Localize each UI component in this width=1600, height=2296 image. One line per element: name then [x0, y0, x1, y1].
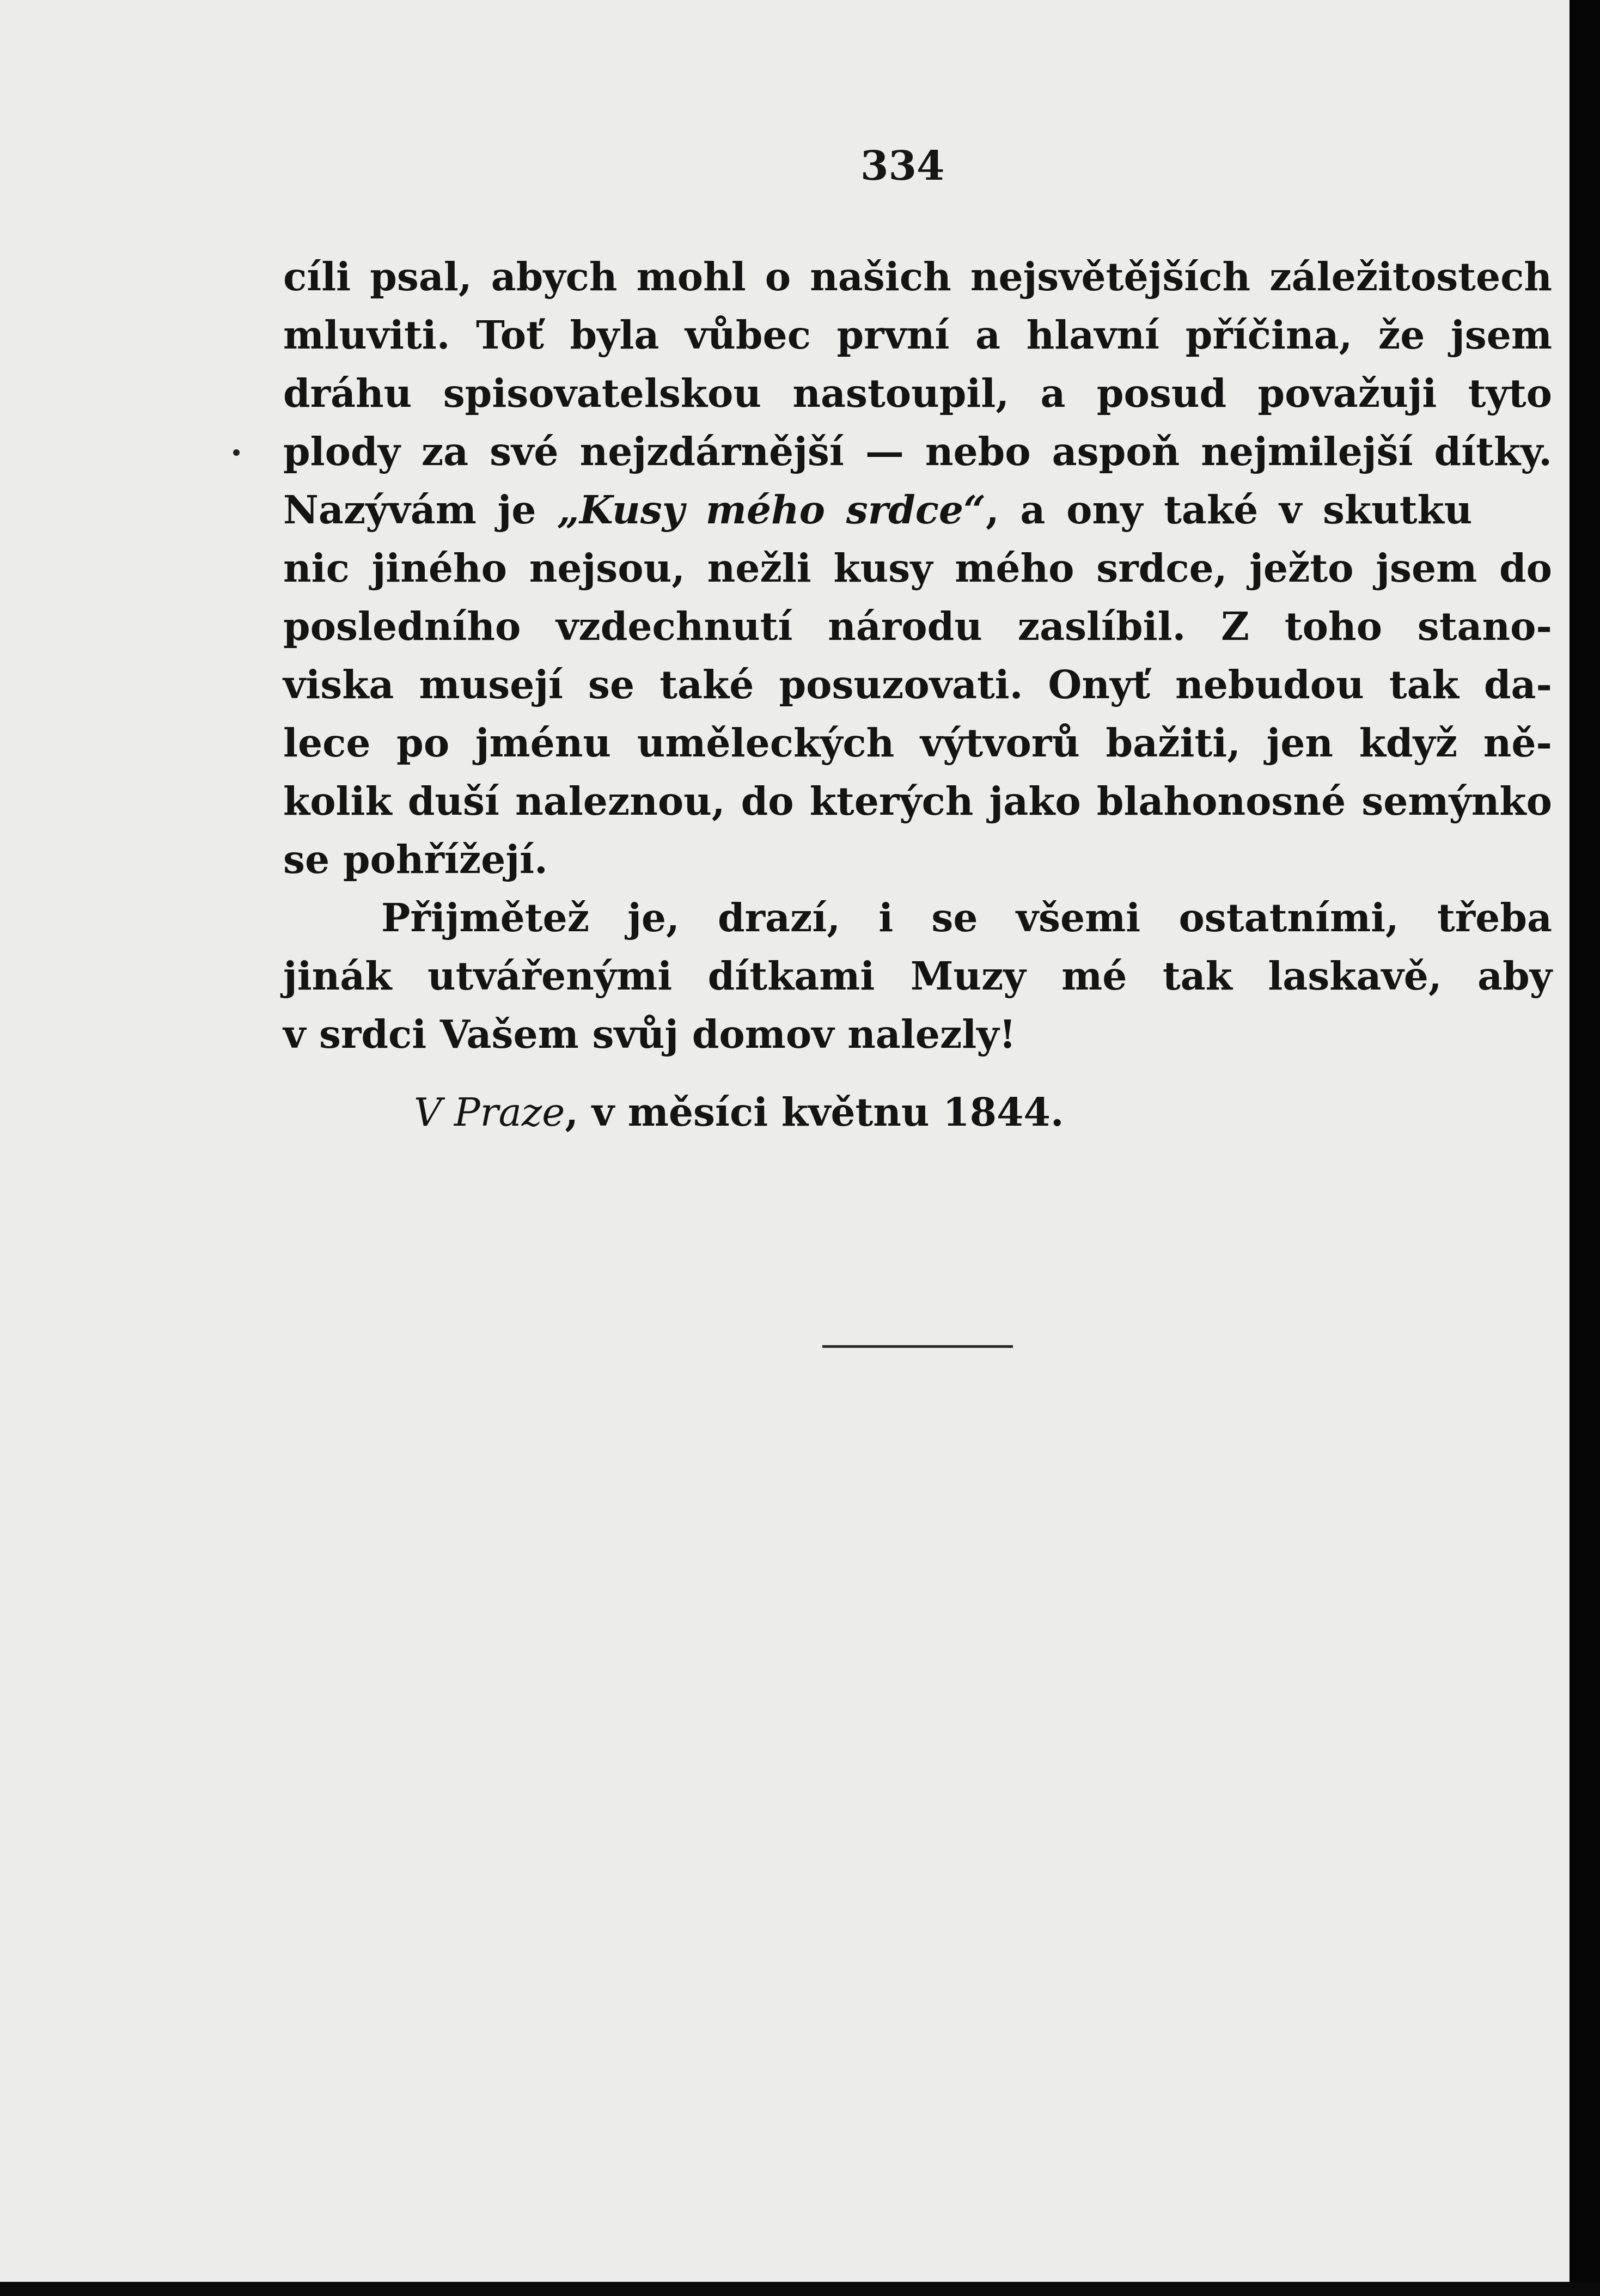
- dateline-rest: , v měsíci květnu 1844.: [565, 1089, 1064, 1135]
- text-line-5-after: , a ony také v skutku: [985, 487, 1473, 533]
- text-line-9: lece po jménu uměleckých výtvorů bažiti, jen když ně-: [283, 720, 1552, 766]
- text-line-5: [283, 481, 1552, 539]
- text-line-14: v srdci Vašem svůj domov nalezly!: [283, 1011, 1016, 1057]
- text-line-6: nic jiného nejsou, nežli kusy mého srdce, ježto jsem do: [283, 545, 1552, 591]
- text-line-1: cíli psal, abych mohl o našich nejsvětějších záležitostech: [283, 254, 1552, 300]
- margin-dot: [233, 449, 240, 456]
- text-line-4: plody za své nejzdárnější — nebo aspoň nejmilejší dítky.: [283, 429, 1552, 474]
- scan-edge-bottom: [0, 2282, 1600, 2296]
- text-line-3: dráhu spisovatelskou nastoupil, a posud považuji tyto: [283, 370, 1552, 416]
- text-line-8: viska musejí se také posuzovati. Onyť nebudou tak da-: [283, 662, 1552, 707]
- text-line-11: se pohřížejí.: [283, 836, 548, 882]
- text-line-5-before: Nazývám je: [283, 487, 558, 533]
- dateline-place: V Praze: [414, 1090, 565, 1135]
- text-line-10: kolik duší naleznou, do kterých jako blahonosné semýnko: [283, 778, 1552, 824]
- page-number: 334: [860, 143, 945, 190]
- dateline: [414, 1089, 1064, 1135]
- text-line-12: Přijmětež je, drazí, i se všemi ostatními, třeba: [381, 895, 1552, 941]
- scan-edge-right: [1570, 0, 1600, 2296]
- body-text: [283, 248, 1552, 1064]
- text-line-13: jinák utvářenými dítkami Muzy mé tak laskavě, aby: [283, 953, 1552, 999]
- text-line-2: mluviti. Toť byla vůbec první a hlavní příčina, že jsem: [283, 312, 1552, 358]
- end-rule: [822, 1345, 1013, 1348]
- text-line-7: posledního vzdechnutí národu zaslíbil. Z toho stano-: [283, 603, 1552, 649]
- work-title: „Kusy mého srdce“: [557, 487, 986, 533]
